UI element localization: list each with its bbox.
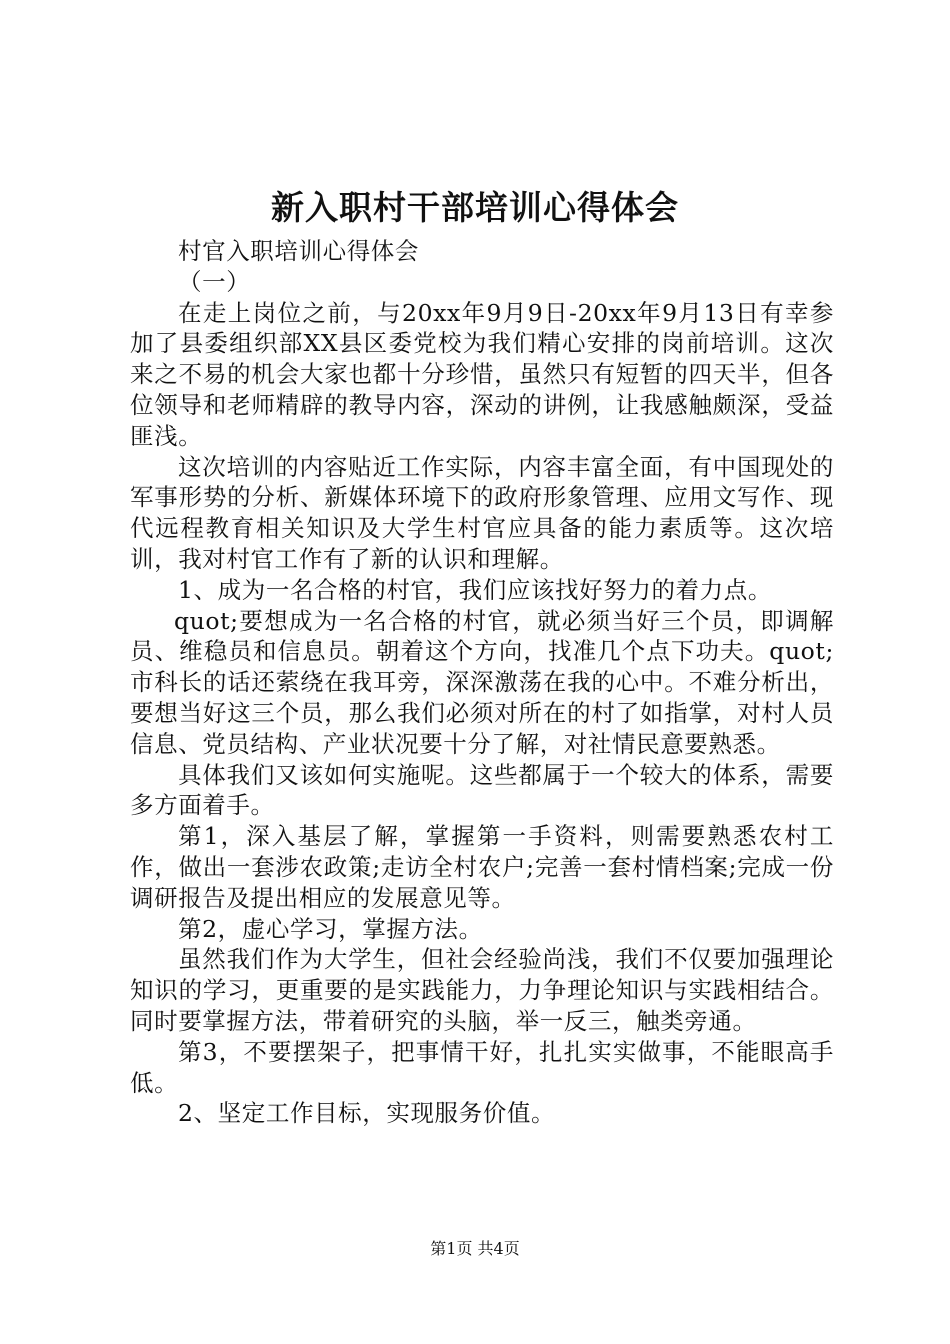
subtitle: 村官入职培训心得体会 <box>178 237 419 265</box>
paragraph: 第2，虚心学习，掌握方法。 <box>178 914 483 943</box>
document-body <box>130 236 834 1129</box>
paragraph: 第1，深入基层了解，掌握第一手资料，则需要熟悉农村工作，做出一套涉农政策;走访全村农户;完善一套村情档案;完成一份调研报告及提出相应的发展意见等。 <box>130 822 834 912</box>
paragraph: quot;要想成为一名合格的村官，就必须当好三个员，即调解员、维稳员和信息员。朝着这个方向，找准几个点下功夫。quot;市科长的话还萦绕在我耳旁，深深激荡在我的心中。不难分析出，要想当好这三个员，那么我们必须对所在的村了如指掌，对村人员信息、党员结构、产业状况要十分了解，对社情民意要熟悉。 <box>130 606 834 758</box>
document-title: 新入职村干部培训心得体会 <box>271 188 679 227</box>
paragraph: 在走上岗位之前，与20xx年9月9日-20xx年9月13日有幸参加了县委组织部XX县区委党校为我们精心安排的岗前培训。这次来之不易的机会大家也都十分珍惜，虽然只有短暂的四天半，但各位领导和老师精辟的教导内容，深动的讲例，让我感触颇深，受益匪浅。 <box>130 298 834 450</box>
paragraph: 2、坚定工作目标，实现服务价值。 <box>178 1099 556 1128</box>
paragraph: 具体我们又该如何实施呢。这些都属于一个较大的体系，需要多方面着手。 <box>130 760 834 820</box>
paragraph: 第3，不要摆架子，把事情干好，扎扎实实做事，不能眼高手低。 <box>130 1037 834 1097</box>
paragraph: 这次培训的内容贴近工作实际，内容丰富全面，有中国现处的军事形势的分析、新媒体环境下的政府形象管理、应用文写作、现代远程教育相关知识及大学生村官应具备的能力素质等。这次培训，我对村官工作有了新的认识和理解。 <box>130 452 834 573</box>
paragraph: 1、成为一名合格的村官，我们应该找好努力的着力点。 <box>178 575 772 604</box>
page-number: 第1页 共4页 <box>430 1239 520 1258</box>
paragraph: 虽然我们作为大学生，但社会经验尚浅，我们不仅要加强理论知识的学习，更重要的是实践能力，力争理论知识与实践相结合。同时要掌握方法，带着研究的头脑，举一反三，触类旁通。 <box>130 945 834 1035</box>
section-marker: （一） <box>178 267 251 296</box>
